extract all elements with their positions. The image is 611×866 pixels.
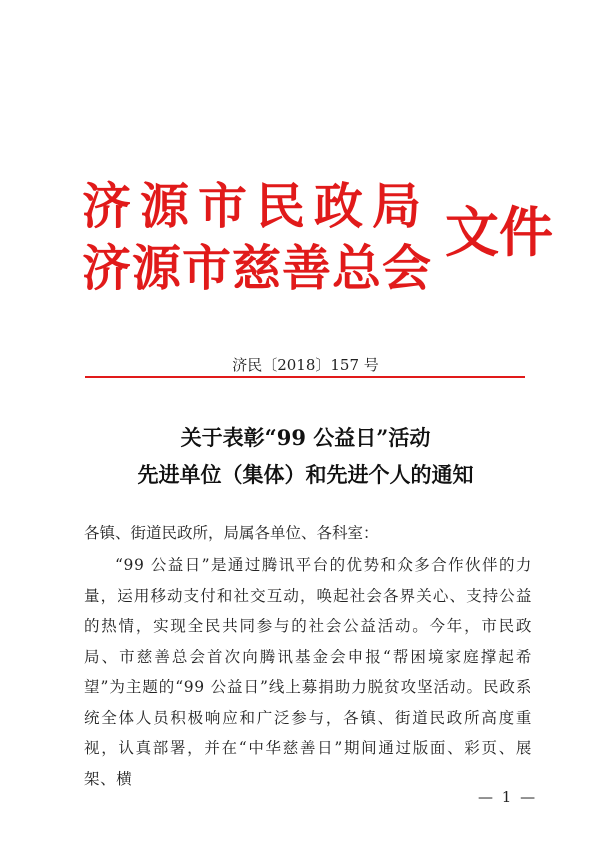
document-suffix: 文件 xyxy=(445,200,553,264)
body-paragraph: “99 公益日”是通过腾讯平台的优势和众多合作伙伴的力量，运用移动支付和社交互动，唤起社会各界关心、支持公益的热情，实现全民共同参与的社会公益活动。今年，市民政局、市慈善总会首次向腾讯基金会申报“帮困境家庭撑起希望”为主题的“99 公益日”线上募捐助力脱贫攻坚活动。民政系统全体人员积极响应和广泛参与，各镇、街道民政所高度重视，认真部署，并在“中华慈善日”期间通过版面、彩页、展架、横 xyxy=(84,556,532,788)
salutation: 各镇、街道民政所，局属各单位、各科室： xyxy=(84,524,379,542)
document-number: 济民〔2018〕157 号 xyxy=(232,356,379,374)
issuer-name-civil-affairs-bureau: 济源市民政局 xyxy=(82,177,431,235)
page-number: — 1 — xyxy=(478,788,538,806)
document-title-line1: 关于表彰“99 公益日”活动 xyxy=(180,425,431,450)
document-title-line2: 先进单位（集体）和先进个人的通知 xyxy=(137,462,474,487)
issuer-name-charity-federation: 济源市慈善总会 xyxy=(82,239,433,297)
red-divider-line xyxy=(85,376,525,378)
